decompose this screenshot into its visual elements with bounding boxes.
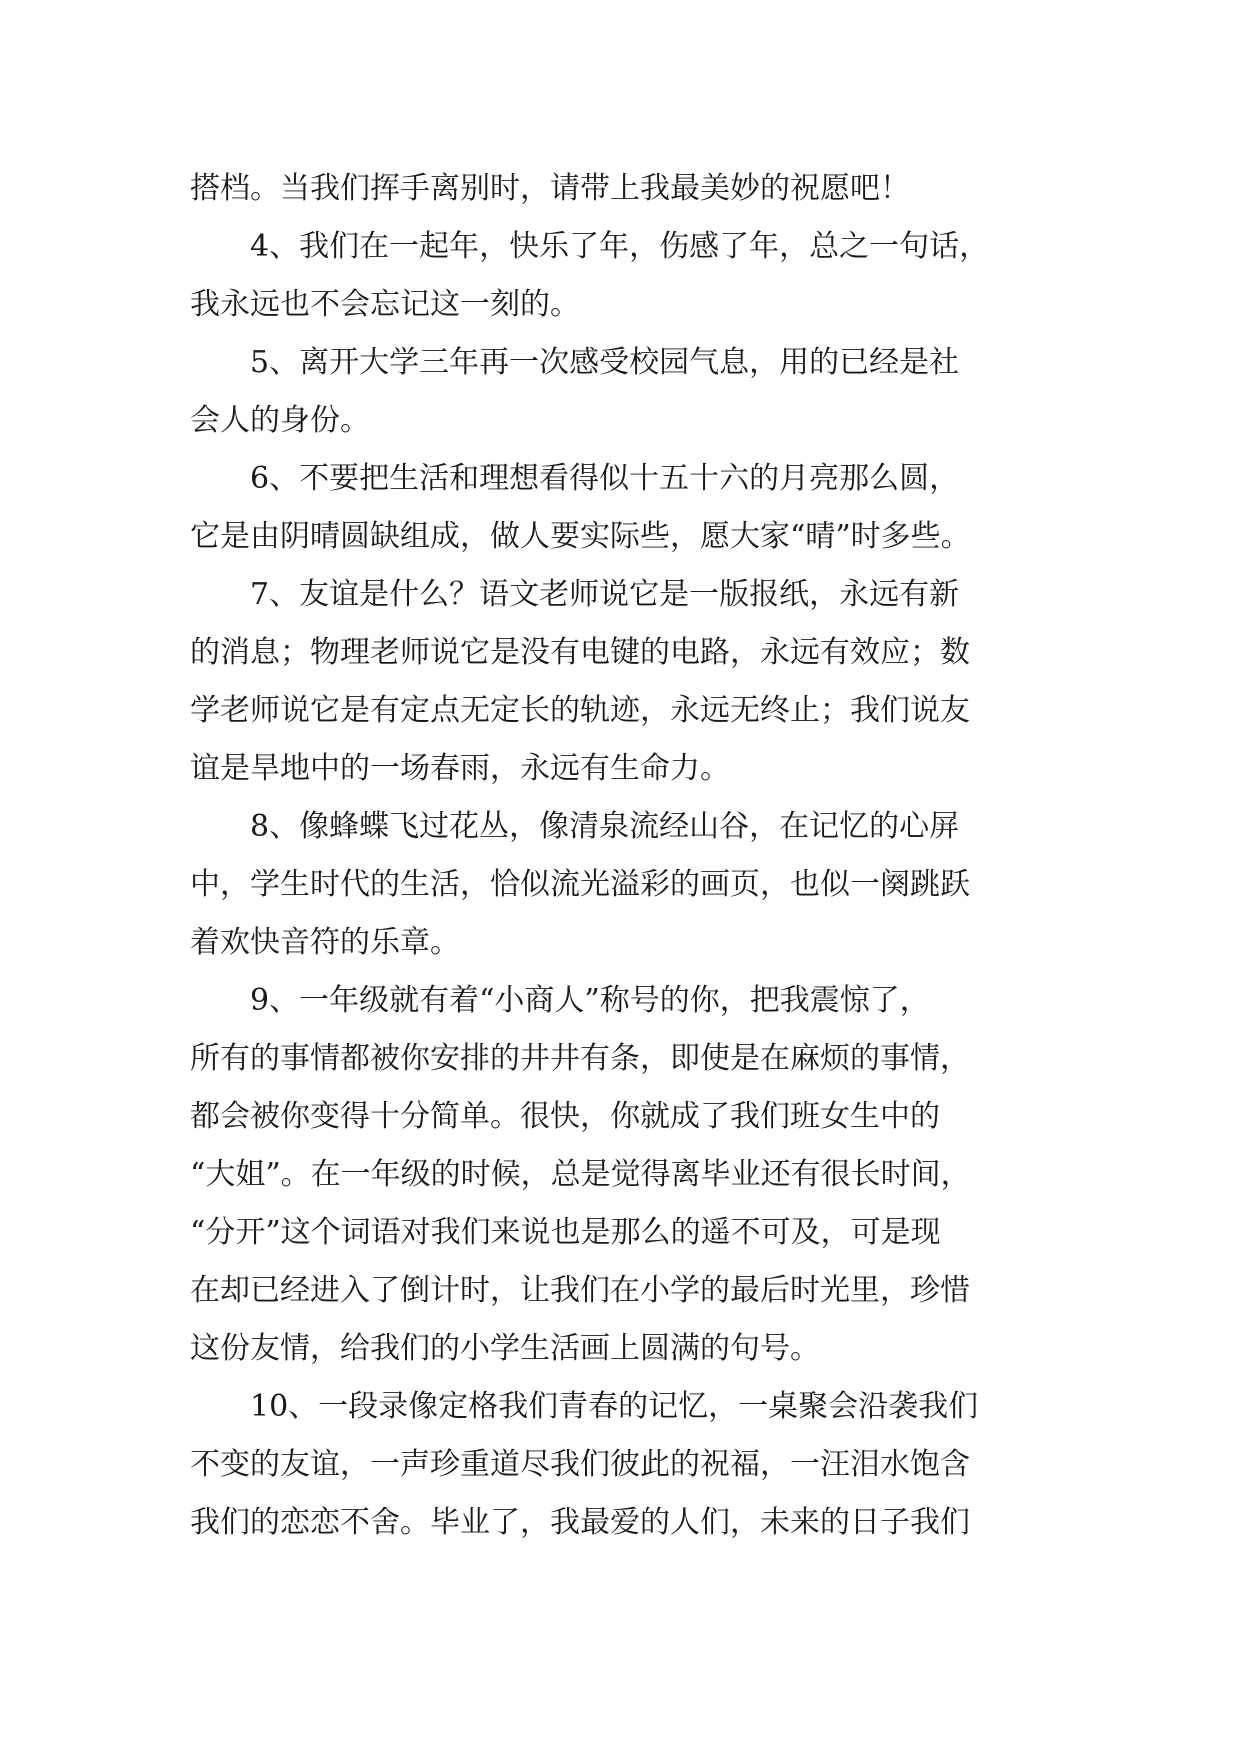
paragraph <box>190 798 1090 972</box>
paragraph <box>190 218 1090 334</box>
text-line: 6、不要把生活和理想看得似十五十六的月亮那么圆， <box>250 461 960 496</box>
text-line: 它是由阴晴圆缺组成，做人要实际些，愿大家“晴”时多些。 <box>190 519 971 554</box>
text-line: 我永远也不会忘记这一刻的。 <box>190 287 580 322</box>
paragraph <box>190 972 1090 1378</box>
text-line: 我们的恋恋不舍。毕业了，我最爱的人们，未来的日子我们 <box>190 1505 970 1540</box>
text-line: 在却已经进入了倒计时，让我们在小学的最后时光里，珍惜 <box>190 1273 970 1308</box>
paragraph <box>190 160 1090 218</box>
text-line: 这份友情，给我们的小学生活画上圆满的句号。 <box>190 1331 820 1366</box>
text-line: 4、我们在一起年，快乐了年，伤感了年，总之一句话， <box>250 229 990 264</box>
text-line: “分开”这个词语对我们来说也是那么的遥不可及，可是现 <box>190 1215 941 1250</box>
text-line: 都会被你变得十分简单。很快，你就成了我们班女生中的 <box>190 1099 940 1134</box>
text-line: 的消息；物理老师说它是没有电键的电路，永远有效应；数 <box>190 635 970 670</box>
text-line: 学老师说它是有定点无定长的轨迹，永远无终止；我们说友 <box>190 693 970 728</box>
paragraph <box>190 334 1090 450</box>
text-line: 所有的事情都被你安排的井井有条，即使是在麻烦的事情， <box>190 1041 970 1076</box>
text-line: 着欢快音符的乐章。 <box>190 925 460 960</box>
text-line: 谊是旱地中的一场春雨，永远有生命力。 <box>190 751 730 786</box>
text-line: 9、一年级就有着“小商人”称号的你，把我震惊了， <box>250 983 930 1018</box>
text-line: “大姐”。在一年级的时候，总是觉得离毕业还有很长时间， <box>190 1157 971 1192</box>
text-line: 8、像蜂蝶飞过花丛，像清泉流经山谷，在记忆的心屏 <box>250 809 960 844</box>
paragraph <box>190 566 1090 798</box>
text-line: 5、离开大学三年再一次感受校园气息，用的已经是社 <box>250 345 960 380</box>
text-line: 7、友谊是什么？语文老师说它是一版报纸，永远有新 <box>250 577 960 612</box>
paragraph <box>190 450 1090 566</box>
text-line: 不变的友谊，一声珍重道尽我们彼此的祝福，一汪泪水饱含 <box>190 1447 970 1482</box>
text-line: 会人的身份。 <box>190 403 370 438</box>
document-body <box>190 160 1090 1552</box>
text-line: 10、一段录像定格我们青春的记忆，一桌聚会沿袭我们 <box>250 1389 979 1424</box>
text-line: 中，学生时代的生活，恰似流光溢彩的画页，也似一阕跳跃 <box>190 867 970 902</box>
paragraph <box>190 1378 1090 1552</box>
text-line: 搭档。当我们挥手离别时，请带上我最美妙的祝愿吧！ <box>190 171 910 206</box>
